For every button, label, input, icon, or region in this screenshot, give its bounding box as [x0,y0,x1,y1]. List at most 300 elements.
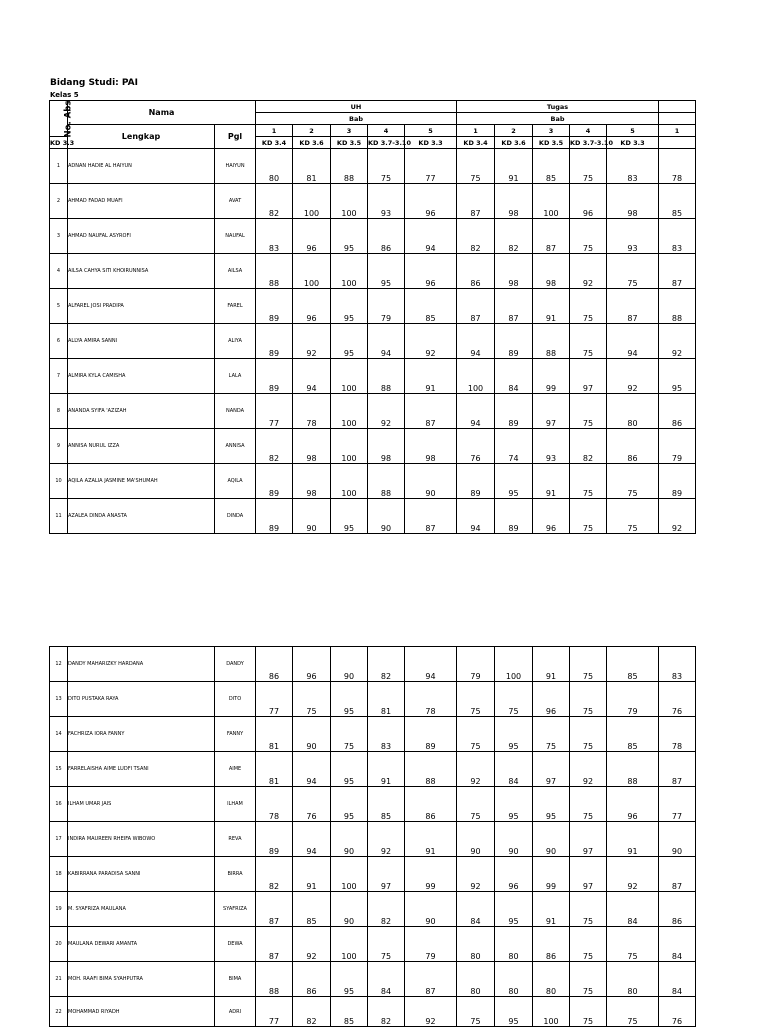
student-number: 15 [50,752,68,787]
score-cell: 92 [293,324,331,359]
subject-title: Bidang Studi: PAI [50,78,138,88]
score-cell: 93 [607,219,659,254]
student-full-name: ALLYA AMIRA SANNI [68,324,215,359]
lengkap-header: Lengkap [68,125,215,149]
score-cell: 84 [659,927,696,962]
score-cell: 96 [293,647,331,682]
student-nickname: FANNY [215,717,256,752]
score-cell: 94 [457,499,495,534]
score-cell: 85 [607,717,659,752]
score-cell: 93 [368,184,405,219]
score-cell: 75 [570,324,607,359]
student-number: 6 [50,324,68,359]
score-cell: 98 [293,429,331,464]
uh-bab-header: Bab [256,113,457,125]
score-cell: 82 [293,997,331,1027]
score-cell: 90 [659,822,696,857]
student-number: 18 [50,857,68,892]
score-cell: 74 [495,429,533,464]
score-cell: 86 [457,254,495,289]
score-cell: 83 [607,149,659,184]
score-cell: 95 [495,787,533,822]
score-cell: 92 [659,324,696,359]
score-cell: 90 [293,717,331,752]
score-cell: 78 [256,787,293,822]
student-full-name: ALMIRA KYLA CAMISHA [68,359,215,394]
student-nickname: DITO [215,682,256,717]
table-row [50,219,696,254]
score-cell: 92 [368,394,405,429]
score-cell: 75 [570,289,607,324]
score-cell: 77 [256,997,293,1027]
score-cell: 92 [607,857,659,892]
student-nickname: AVAT [215,184,256,219]
student-number: 7 [50,359,68,394]
score-cell: 94 [293,752,331,787]
score-cell: 75 [457,149,495,184]
score-cell: 92 [293,927,331,962]
score-cell: 77 [256,682,293,717]
score-cell: 86 [293,962,331,997]
student-nickname: LALA [215,359,256,394]
score-cell: 100 [331,429,368,464]
table-row [50,997,696,1027]
score-cell: 92 [457,857,495,892]
student-number: 1 [50,149,68,184]
score-cell: 95 [331,324,368,359]
student-full-name: ILHAM UMAR JAIS [68,787,215,822]
student-full-name: INDIRA MAUREEN RHEIFA WIBOWO [68,822,215,857]
student-full-name: ANANDA SYIFA 'AZIZAH [68,394,215,429]
score-cell: 91 [368,752,405,787]
score-cell: 94 [607,324,659,359]
score-cell: 90 [533,822,570,857]
table-row [50,927,696,962]
score-cell: 96 [533,682,570,717]
student-nickname: SYAFRIZA [215,892,256,927]
student-full-name: ANNISA NURUL IZZA [68,429,215,464]
student-nickname: AILSA [215,254,256,289]
score-cell: 92 [570,254,607,289]
score-cell: 97 [570,359,607,394]
score-cell: 89 [256,499,293,534]
table-row [50,289,696,324]
score-cell: 100 [331,394,368,429]
class-title: Kelas 5 [50,91,79,99]
table-row [50,429,696,464]
score-cell: 87 [659,857,696,892]
extra-bab-header [659,113,696,125]
student-nickname: ILHAM [215,787,256,822]
score-cell: 95 [331,499,368,534]
grade-table-page-1 [49,100,696,534]
score-cell: 87 [405,499,457,534]
score-cell: 89 [256,822,293,857]
score-cell: 94 [457,394,495,429]
score-cell: 86 [659,892,696,927]
score-cell: 92 [570,752,607,787]
score-cell: 95 [495,997,533,1027]
score-cell: 88 [533,324,570,359]
score-cell: 75 [570,927,607,962]
score-cell: 76 [293,787,331,822]
score-cell: 96 [293,289,331,324]
score-cell: 100 [495,647,533,682]
score-cell: 85 [405,289,457,324]
score-cell: 87 [659,752,696,787]
kd-label: KD 3.6 [495,137,533,149]
bab-number: 2 [293,125,331,137]
score-cell: 95 [495,717,533,752]
score-cell: 88 [405,752,457,787]
score-cell: 100 [331,464,368,499]
score-cell: 88 [256,254,293,289]
score-cell: 88 [607,752,659,787]
score-cell: 95 [331,962,368,997]
score-cell: 75 [570,647,607,682]
score-cell: 75 [495,682,533,717]
student-number: 22 [50,997,68,1027]
score-cell: 91 [405,822,457,857]
score-cell: 82 [256,857,293,892]
score-cell: 90 [293,499,331,534]
table-row [50,787,696,822]
score-cell: 79 [607,682,659,717]
score-cell: 81 [368,682,405,717]
score-cell: 85 [293,892,331,927]
uh-header: UH [256,101,457,113]
score-cell: 94 [405,647,457,682]
student-number: 9 [50,429,68,464]
score-cell: 87 [659,254,696,289]
score-cell: 90 [331,822,368,857]
score-cell: 89 [457,464,495,499]
score-cell: 96 [293,219,331,254]
student-number: 14 [50,717,68,752]
score-cell: 92 [368,822,405,857]
score-cell: 94 [368,324,405,359]
score-cell: 91 [405,359,457,394]
score-cell: 98 [293,464,331,499]
score-cell: 79 [368,289,405,324]
student-full-name: AHMAD FADAD MUAFI [68,184,215,219]
score-cell: 75 [570,717,607,752]
score-cell: 75 [570,892,607,927]
score-cell: 80 [495,962,533,997]
score-cell: 89 [256,359,293,394]
student-nickname: DINDA [215,499,256,534]
score-cell: 95 [368,254,405,289]
kd-label: KD 3.3 [607,137,659,149]
score-cell: 85 [659,184,696,219]
score-cell: 90 [405,892,457,927]
score-cell: 84 [607,892,659,927]
score-cell: 85 [368,787,405,822]
score-cell: 95 [495,892,533,927]
extra-group-header [659,101,696,113]
score-cell: 97 [533,394,570,429]
score-cell: 100 [293,184,331,219]
score-cell: 76 [659,997,696,1027]
score-cell: 98 [495,254,533,289]
bab-number: 4 [368,125,405,137]
score-cell: 99 [533,359,570,394]
student-number: 2 [50,184,68,219]
bab-number: 1 [457,125,495,137]
score-cell: 90 [457,822,495,857]
score-cell: 100 [331,254,368,289]
score-cell: 97 [570,857,607,892]
score-cell: 75 [457,717,495,752]
table-row [50,499,696,534]
score-cell: 81 [256,717,293,752]
student-full-name: FACHRIZA IORA FANNY [68,717,215,752]
score-cell: 100 [331,927,368,962]
score-cell: 88 [256,962,293,997]
student-nickname: BIRRA [215,857,256,892]
score-cell: 95 [495,464,533,499]
score-cell: 84 [368,962,405,997]
score-cell: 75 [570,149,607,184]
student-rows-page-2 [50,647,696,1027]
score-cell: 97 [570,822,607,857]
student-nickname: ALIYA [215,324,256,359]
score-cell: 100 [331,359,368,394]
score-cell: 100 [533,184,570,219]
score-cell: 91 [533,892,570,927]
pgl-header: Pgl [215,125,256,149]
score-cell: 78 [293,394,331,429]
bab-number: 2 [495,125,533,137]
table-row [50,717,696,752]
student-full-name: MOHAMMAD RIYADH [68,997,215,1027]
score-cell: 87 [533,219,570,254]
score-cell: 75 [570,499,607,534]
nama-header: Nama [68,101,256,125]
score-cell: 86 [659,394,696,429]
score-cell: 79 [457,647,495,682]
student-nickname: AIME [215,752,256,787]
score-cell: 92 [405,324,457,359]
score-cell: 82 [570,429,607,464]
score-cell: 92 [457,752,495,787]
student-nickname: ANNISA [215,429,256,464]
student-full-name: MOH. RAAFI BIMA SYAHPUTRA [68,962,215,997]
score-cell: 75 [570,219,607,254]
student-full-name: ALFAREL JOSI PRADIPA [68,289,215,324]
score-cell: 75 [607,997,659,1027]
kd-label: KD 3.4 [256,137,293,149]
table-row [50,752,696,787]
score-cell: 86 [256,647,293,682]
student-number: 8 [50,394,68,429]
score-cell: 77 [256,394,293,429]
score-cell: 94 [293,822,331,857]
student-nickname: BIMA [215,962,256,997]
score-cell: 76 [457,429,495,464]
score-cell: 92 [607,359,659,394]
student-full-name: AZALEA DINDA ANASTA [68,499,215,534]
score-cell: 78 [659,149,696,184]
score-cell: 80 [495,927,533,962]
student-nickname: DEWA [215,927,256,962]
score-cell: 75 [570,394,607,429]
score-cell: 83 [256,219,293,254]
table-row [50,324,696,359]
kd-label: KD 3.6 [293,137,331,149]
score-cell: 75 [570,787,607,822]
bab-number: 1 [256,125,293,137]
score-cell: 75 [293,682,331,717]
student-full-name: FARRELAISHA AIME LUDFI TSANI [68,752,215,787]
score-cell: 78 [405,682,457,717]
student-full-name: AHMAD NAUFAL ASYROFI [68,219,215,254]
bab-number: 5 [607,125,659,137]
score-cell: 100 [457,359,495,394]
score-cell: 80 [607,394,659,429]
score-cell: 90 [331,892,368,927]
table-row [50,464,696,499]
score-cell: 89 [405,717,457,752]
score-cell: 77 [659,787,696,822]
score-cell: 75 [607,927,659,962]
student-full-name: MAULANA DEWARI AMANTA [68,927,215,962]
student-number: 19 [50,892,68,927]
score-cell: 91 [533,464,570,499]
score-cell: 79 [405,927,457,962]
student-number: 10 [50,464,68,499]
score-cell: 96 [405,184,457,219]
score-cell: 87 [256,927,293,962]
score-cell: 82 [368,647,405,682]
score-cell: 98 [405,429,457,464]
score-cell: 76 [659,682,696,717]
score-cell: 98 [368,429,405,464]
table-row [50,647,696,682]
score-cell: 89 [495,499,533,534]
score-cell: 91 [607,822,659,857]
score-cell: 96 [570,184,607,219]
score-cell: 95 [533,787,570,822]
table-row [50,892,696,927]
score-cell: 75 [457,682,495,717]
score-cell: 89 [256,289,293,324]
bab-number: 3 [533,125,570,137]
score-cell: 96 [533,499,570,534]
score-cell: 86 [368,219,405,254]
score-cell: 85 [533,149,570,184]
score-cell: 95 [331,219,368,254]
score-cell: 87 [457,184,495,219]
table-row [50,359,696,394]
student-nickname: NAUFAL [215,219,256,254]
table-row [50,254,696,289]
score-cell: 83 [368,717,405,752]
score-cell: 87 [256,892,293,927]
score-cell: 80 [533,962,570,997]
student-number: 21 [50,962,68,997]
score-cell: 100 [331,857,368,892]
table-row [50,394,696,429]
score-cell: 80 [457,927,495,962]
score-cell: 75 [331,717,368,752]
score-cell: 75 [570,997,607,1027]
score-cell: 89 [495,324,533,359]
score-cell: 79 [659,429,696,464]
student-number: 4 [50,254,68,289]
score-cell: 96 [405,254,457,289]
score-cell: 99 [533,857,570,892]
student-full-name: M. SYAFRIZA MAULANA [68,892,215,927]
student-full-name: ADNAN HADIE AL HAIYUN [68,149,215,184]
score-cell: 92 [659,499,696,534]
student-number: 17 [50,822,68,857]
score-cell: 87 [495,289,533,324]
score-cell: 92 [405,997,457,1027]
kd-label: KD 3.7-3.10 [570,138,613,147]
student-number: 12 [50,647,68,682]
student-nickname: DANDY [215,647,256,682]
score-cell: 80 [457,962,495,997]
score-cell: 75 [570,464,607,499]
student-number: 13 [50,682,68,717]
bab-number: 4 [570,125,607,137]
score-cell: 83 [659,219,696,254]
student-nickname: NANDA [215,394,256,429]
score-cell: 89 [495,394,533,429]
kd-label: KD 3.3 [50,138,75,147]
score-cell: 84 [495,359,533,394]
score-cell: 89 [659,464,696,499]
score-cell: 75 [570,682,607,717]
score-cell: 94 [405,219,457,254]
score-cell: 82 [256,429,293,464]
table-row [50,184,696,219]
kd-label: KD 3.5 [533,137,570,149]
table-row [50,857,696,892]
score-cell: 87 [405,962,457,997]
student-number: 20 [50,927,68,962]
student-number: 3 [50,219,68,254]
score-cell: 95 [331,752,368,787]
score-cell: 82 [457,219,495,254]
score-cell: 84 [659,962,696,997]
tugas-bab-header: Bab [457,113,659,125]
score-cell: 77 [405,149,457,184]
score-cell: 75 [368,927,405,962]
grade-table-page-2 [49,646,696,1027]
bab-number: 3 [331,125,368,137]
score-cell: 88 [368,464,405,499]
score-cell: 75 [607,464,659,499]
score-cell: 87 [457,289,495,324]
score-cell: 100 [533,997,570,1027]
score-cell: 82 [368,892,405,927]
student-full-name: KABIRRANA PARADISA SANNI [68,857,215,892]
score-cell: 75 [570,962,607,997]
table-row [50,962,696,997]
score-cell: 80 [256,149,293,184]
score-cell: 91 [533,289,570,324]
score-cell: 91 [533,647,570,682]
table-row [50,149,696,184]
kd-label: KD 3.7-3.10 [368,138,411,147]
score-cell: 89 [256,464,293,499]
score-cell: 91 [293,857,331,892]
score-cell: 95 [331,787,368,822]
score-cell: 75 [457,787,495,822]
student-nickname: HAIYUN [215,149,256,184]
